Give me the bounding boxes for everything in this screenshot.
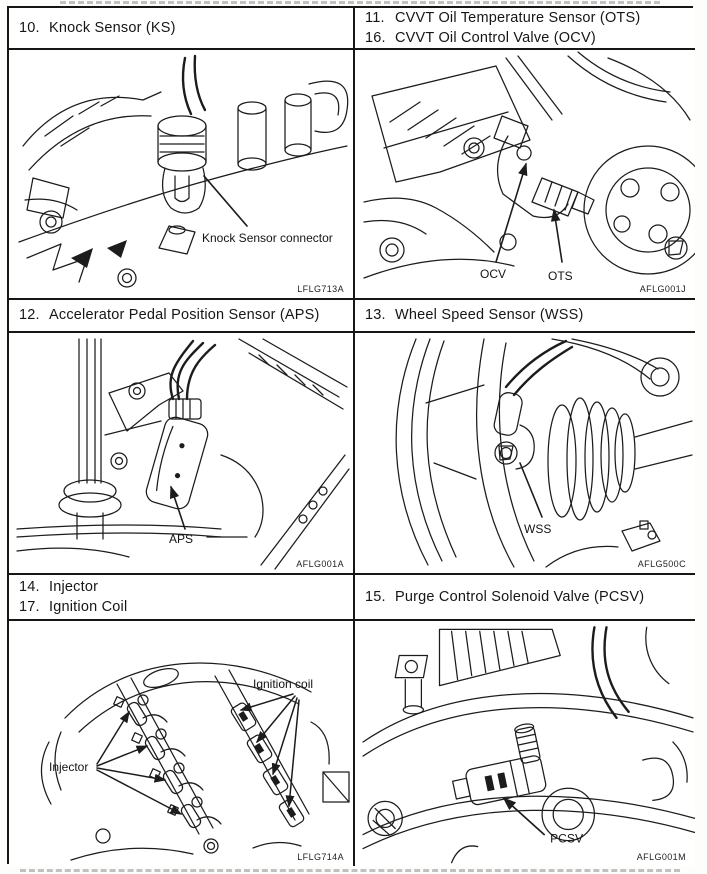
panel-title-aps (9, 300, 355, 333)
item-name: Purge Control Solenoid Valve (PCSV) (395, 588, 645, 605)
component-location-table (7, 6, 693, 864)
title-line (365, 9, 695, 27)
item-number: 13. (365, 307, 386, 324)
item-number: 11. (365, 9, 385, 26)
callout-ignition-coil: Ignition coil (253, 677, 314, 691)
title-line (19, 19, 353, 37)
pcsv-illustration (355, 621, 695, 866)
item-number: 14. (19, 578, 40, 595)
wss-illustration (355, 333, 695, 573)
item-number: 12. (19, 307, 40, 324)
item-name: Ignition Coil (49, 599, 128, 615)
item-number: 15. (365, 588, 386, 605)
item-name: Knock Sensor (KS) (49, 19, 176, 36)
figure-code: AFLG001J (639, 284, 686, 294)
panel-title-ots-ocv (355, 8, 695, 50)
scan-artifact-top (60, 1, 660, 4)
item-name: Accelerator Pedal Position Sensor (APS) (49, 307, 320, 324)
title-line (19, 306, 353, 324)
callout-ots: OTS (548, 269, 573, 283)
item-name: Wheel Speed Sensor (WSS) (395, 307, 584, 324)
figure-code: LFLG713A (297, 284, 344, 294)
figure-code: AFLG001M (636, 852, 686, 862)
item-number: 16. (365, 30, 386, 46)
ots-ocv-illustration (355, 50, 695, 298)
title-line (19, 598, 353, 616)
title-line (365, 588, 695, 606)
item-name: CVVT Oil Temperature Sensor (OTS) (395, 9, 641, 26)
panel-title-knock-sensor (9, 8, 355, 50)
panel-image-injector-ignition (9, 621, 355, 866)
title-line (365, 29, 695, 47)
aps-illustration (9, 333, 353, 573)
callout-aps: APS (169, 532, 194, 546)
panel-title-injector-ignition (9, 575, 355, 621)
callout-pcsv: PCSV (550, 831, 584, 846)
item-name: Injector (49, 578, 99, 595)
figure-code: LFLG714A (297, 852, 344, 862)
panel-title-wss (355, 300, 695, 333)
title-line (19, 578, 353, 596)
panel-image-ots-ocv (355, 50, 695, 300)
injector-ignition-illustration (9, 621, 353, 866)
callout-injector: Injector (49, 760, 89, 774)
panel-image-pcsv (355, 621, 695, 866)
callout-ocv: OCV (480, 267, 507, 281)
item-number: 10. (19, 19, 40, 36)
callout-wss: WSS (524, 522, 552, 536)
panel-title-pcsv (355, 575, 695, 621)
figure-code: AFLG500C (637, 559, 686, 569)
panel-image-wss (355, 333, 695, 575)
item-name: CVVT Oil Control Valve (OCV) (395, 30, 596, 46)
panel-image-aps (9, 333, 355, 575)
figure-code: AFLG001A (296, 559, 344, 569)
title-line (365, 306, 695, 324)
panel-image-knock-sensor (9, 50, 355, 300)
callout-knock-sensor-connector: Knock Sensor connector (202, 231, 333, 245)
item-number: 17. (19, 599, 40, 615)
scan-artifact-bottom (20, 869, 680, 872)
knock-sensor-illustration (9, 50, 353, 298)
